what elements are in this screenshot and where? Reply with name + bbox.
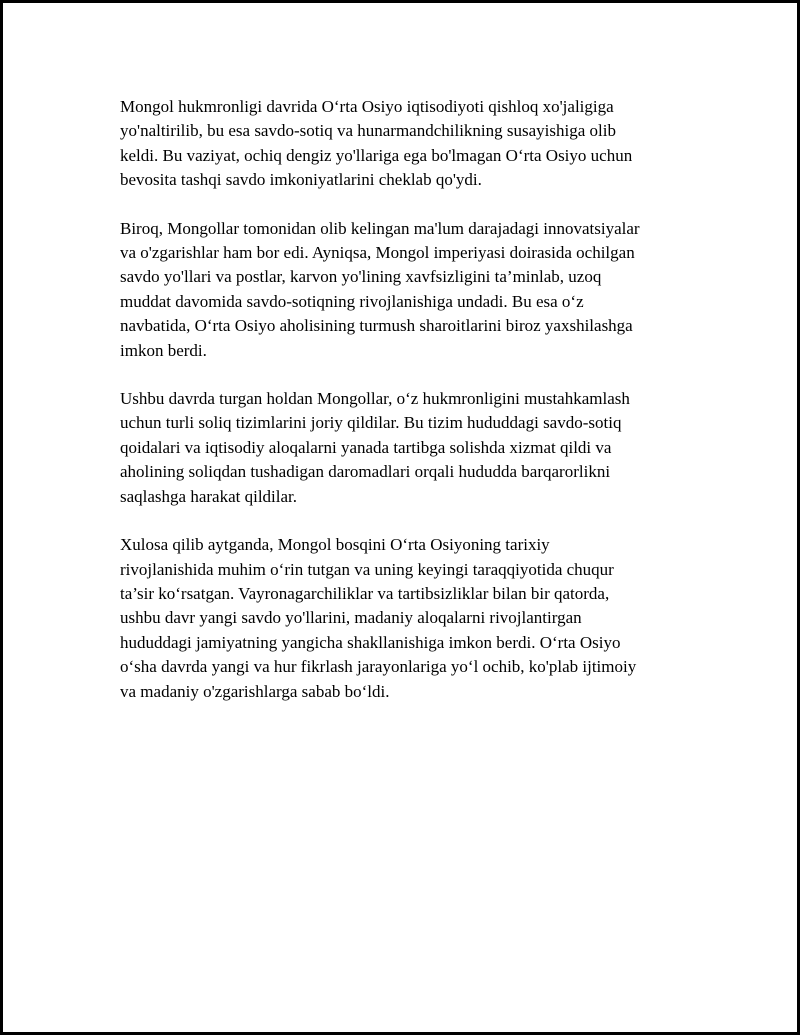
text-line: Biroq, Mongollar tomonidan olib kelingan ma'lum darajadagi innovatsiyalar (120, 218, 640, 238)
text-line: va madaniy o'zgarishlarga sabab bo‘ldi. (120, 681, 390, 701)
text-line: bevosita tashqi savdo imkoniyatlarini cheklab qo'ydi. (120, 170, 482, 190)
text-line: saqlashga harakat qildilar. (120, 486, 298, 506)
text-line: Ushbu davrda turgan holdan Mongollar, o‘z hukmronligini mustahkamlash (120, 389, 630, 409)
paragraph-3 (120, 387, 705, 509)
text-line: ushbu davr yangi savdo yo'llarini, madaniy aloqalarni rivojlantirgan (120, 608, 582, 628)
text-line: va o'zgarishlar ham bor edi. Ayniqsa, Mongol imperiyasi doirasida ochilgan (120, 243, 635, 263)
text-line: navbatida, O‘rta Osiyo aholisining turmush sharoitlarini biroz yaxshilashga (120, 316, 633, 336)
text-line: Mongol hukmronligi davrida O‘rta Osiyo iqtisodiyoti qishloq xo'jaligiga (120, 97, 614, 116)
text-line: qoidalari va iqtisodiy aloqalarni yanada tartibga solishda xizmat qildi va (120, 437, 612, 457)
text-line: keldi. Bu vaziyat, ochiq dengiz yo'llariga ega bo'lmagan O‘rta Osiyo uchun (120, 145, 633, 165)
text-line: imkon berdi. (120, 340, 207, 360)
text-line: aholining soliqdan tushadigan daromadlari orqali hududda barqarorlikni (120, 462, 611, 482)
text-line: rivojlanishida muhim o‘rin tutgan va uning keyingi taraqqiyotida chuqur (120, 559, 614, 579)
document-body (120, 95, 705, 728)
text-line: muddat davomida savdo-sotiqning rivojlanishiga undadi. Bu esa o‘z (120, 291, 584, 311)
paragraph-1 (120, 95, 705, 193)
text-line: o‘sha davrda yangi va hur fikrlash jarayonlariga yo‘l ochib, ko'plab ijtimoiy (120, 657, 637, 677)
text-line: ta’sir ko‘rsatgan. Vayronagarchiliklar va tartibsizliklar bilan bir qatorda, (120, 583, 610, 603)
paragraph-4 (120, 533, 705, 704)
text-line: Xulosa qilib aytganda, Mongol bosqini O‘rta Osiyoning tarixiy (120, 535, 550, 555)
paragraph-2 (120, 217, 705, 363)
text-line: uchun turli soliq tizimlarini joriy qildilar. Bu tizim hududdagi savdo-sotiq (120, 413, 622, 433)
text-line: yo'naltirilib, bu esa savdo-sotiq va hunarmandchilikning susayishiga olib (120, 121, 616, 141)
text-line: savdo yo'llari va postlar, karvon yo'lining xavfsizligini ta’minlab, uzoq (120, 267, 602, 287)
text-line: hududdagi jamiyatning yangicha shakllanishiga imkon berdi. O‘rta Osiyo (120, 632, 621, 652)
